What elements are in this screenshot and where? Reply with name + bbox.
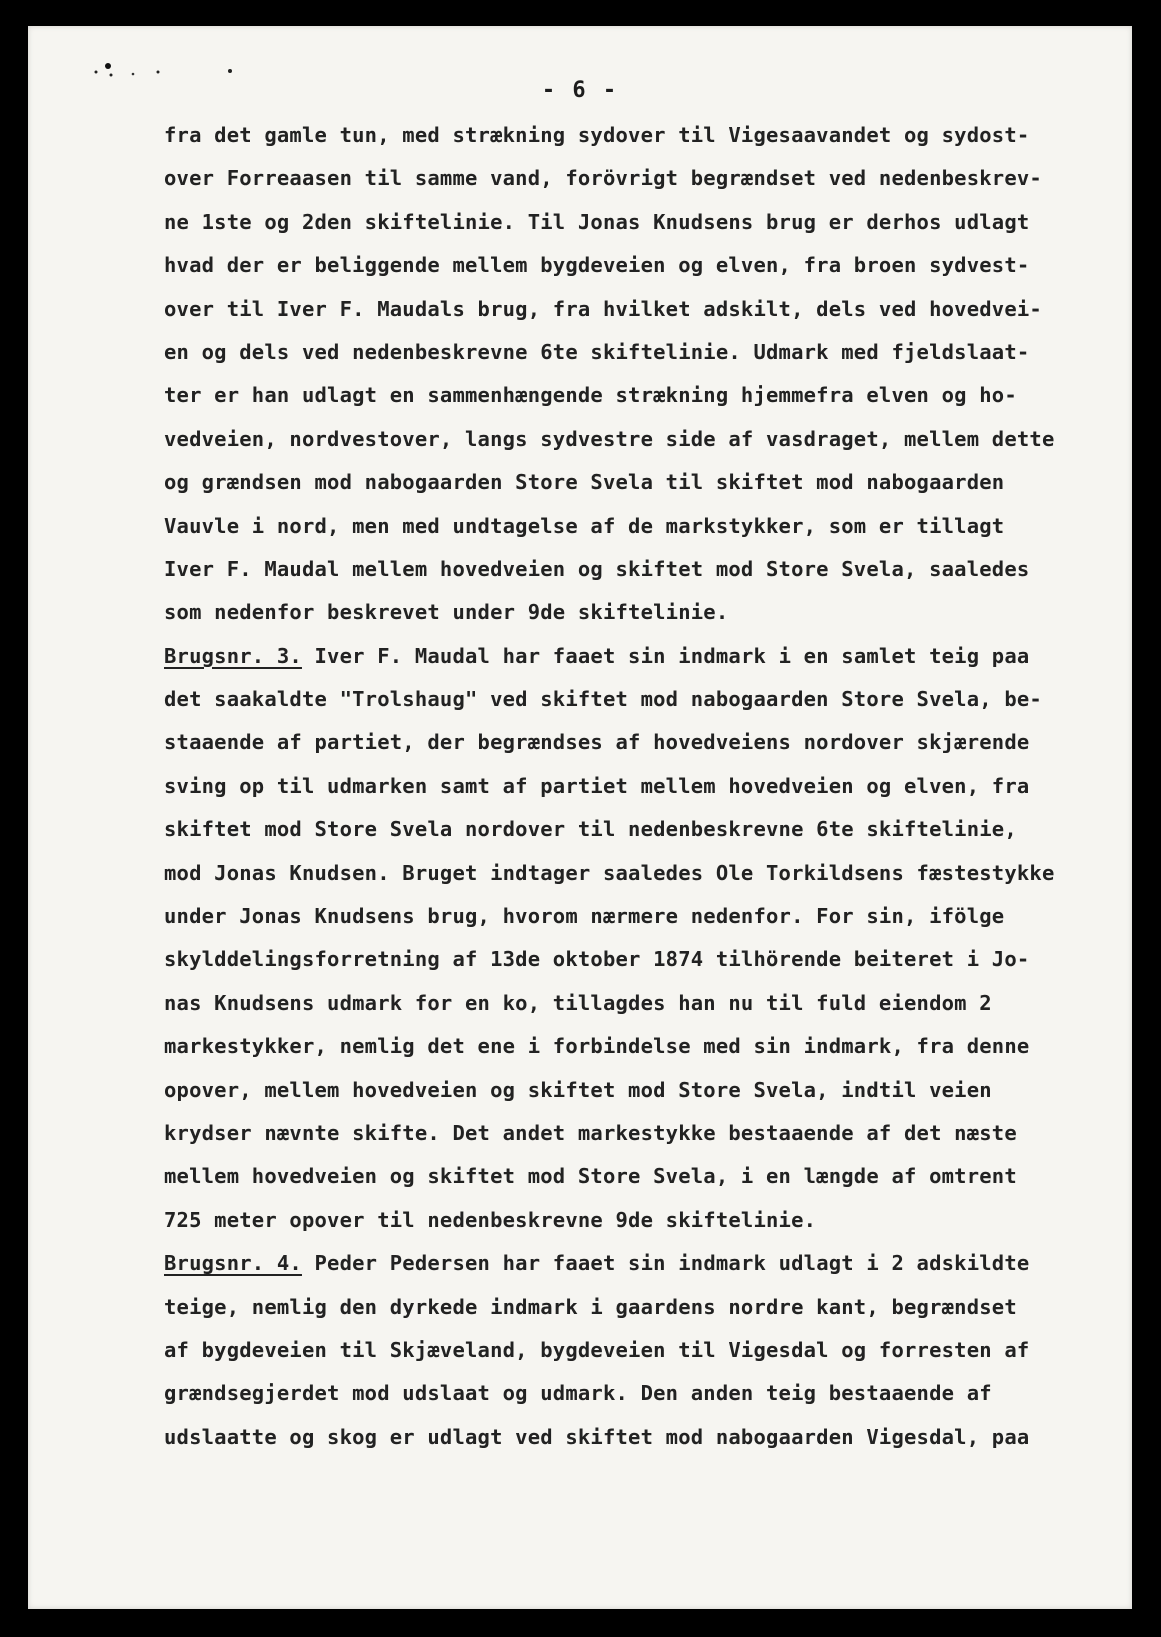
text-line: en og dels ved nedenbeskrevne 6te skiftelinie. Udmark med fjeldslaat- — [164, 339, 1030, 364]
page-number: - 6 - — [541, 78, 619, 103]
text-line: hvad der er beliggende mellem bygdeveien og elven, fra broen sydvest- — [164, 253, 1030, 278]
text-line: skiftet mod Store Svela nordover til nedenbeskrevne 6te skiftelinie, — [164, 817, 1017, 842]
text-line: ne 1ste og 2den skiftelinie. Til Jonas Knudsens brug er derhos udlagt — [164, 209, 1030, 234]
text-line: mellem hovedveien og skiftet mod Store Svela, i en længde af omtrent — [164, 1164, 1017, 1189]
text-line: grændsegjerdet mod udslaat og udmark. Den anden teig bestaaende af — [164, 1381, 992, 1406]
section-text: Peder Pedersen har faaet sin indmark udlagt i 2 adskildte — [301, 1251, 1030, 1276]
text-line: over Forreaasen til samme vand, forövrigt begrændset ved nedenbeskrev- — [164, 166, 1042, 191]
text-line: Vauvle i nord, men med undtagelse af de markstykker, som er tillagt — [164, 513, 1005, 538]
section-line-brugsnr-4 — [164, 1242, 1112, 1285]
text-line: Iver F. Maudal mellem hovedveien og skiftet mod Store Svela, saaledes — [164, 556, 1030, 581]
section-text: Iver F. Maudal har faaet sin indmark i en samlet teig paa — [301, 643, 1030, 668]
text-line: 725 meter opover til nedenbeskrevne 9de skiftelinie. — [164, 1207, 817, 1232]
text-line: ter er han udlagt en sammenhængende strækning hjemmefra elven og ho- — [164, 383, 1017, 408]
text-line: udslaatte og skog er udlagt ved skiftet mod nabogaarden Vigesdal, paa — [164, 1424, 1030, 1449]
text-line: vedveien, nordvestover, langs sydvestre side af vasdraget, mellem dette — [164, 426, 1055, 451]
section-line-brugsnr-3 — [164, 635, 1112, 678]
text-line: nas Knudsens udmark for en ko, tillagdes han nu til fuld eiendom 2 — [164, 990, 992, 1015]
section-heading-brugsnr-3: Brugsnr. 3. — [164, 643, 302, 668]
text-line: over til Iver F. Maudals brug, fra hvilket adskilt, dels ved hovedvei- — [164, 296, 1042, 321]
document-body — [164, 114, 1112, 1459]
text-line: sving op til udmarken samt af partiet mellem hovedveien og elven, fra — [164, 773, 1030, 798]
paper-sheet — [28, 26, 1132, 1609]
text-line: under Jonas Knudsens brug, hvorom nærmere nedenfor. For sin, ifölge — [164, 904, 1005, 929]
text-line: af bygdeveien til Skjæveland, bygdeveien til Vigesdal og forresten af — [164, 1337, 1030, 1362]
text-line: opover, mellem hovedveien og skiftet mod Store Svela, indtil veien — [164, 1077, 992, 1102]
text-line: mod Jonas Knudsen. Bruget indtager saaledes Ole Torkildsens fæstestykke — [164, 860, 1055, 885]
section-heading-brugsnr-4: Brugsnr. 4. — [164, 1251, 302, 1276]
text-line: skylddelingsforretning af 13de oktober 1874 tilhörende beiteret i Jo- — [164, 947, 1030, 972]
text-line: staaende af partiet, der begrændses af hovedveiens nordover skjærende — [164, 730, 1030, 755]
text-line: teige, nemlig den dyrkede indmark i gaardens nordre kant, begrændset — [164, 1294, 1017, 1319]
text-line: markestykker, nemlig det ene i forbindelse med sin indmark, fra denne — [164, 1034, 1030, 1059]
text-line: som nedenfor beskrevet under 9de skiftelinie. — [164, 600, 729, 625]
text-line: fra det gamle tun, med strækning sydover til Vigesaavandet og sydost- — [164, 123, 1030, 147]
text-line: og grændsen mod nabogaarden Store Svela til skiftet mod nabogaarden — [164, 470, 1005, 495]
text-line: det saakaldte "Trolshaug" ved skiftet mod nabogaarden Store Svela, be- — [164, 687, 1042, 712]
text-line: krydser nævnte skifte. Det andet markestykke bestaaende af det næste — [164, 1120, 1017, 1145]
